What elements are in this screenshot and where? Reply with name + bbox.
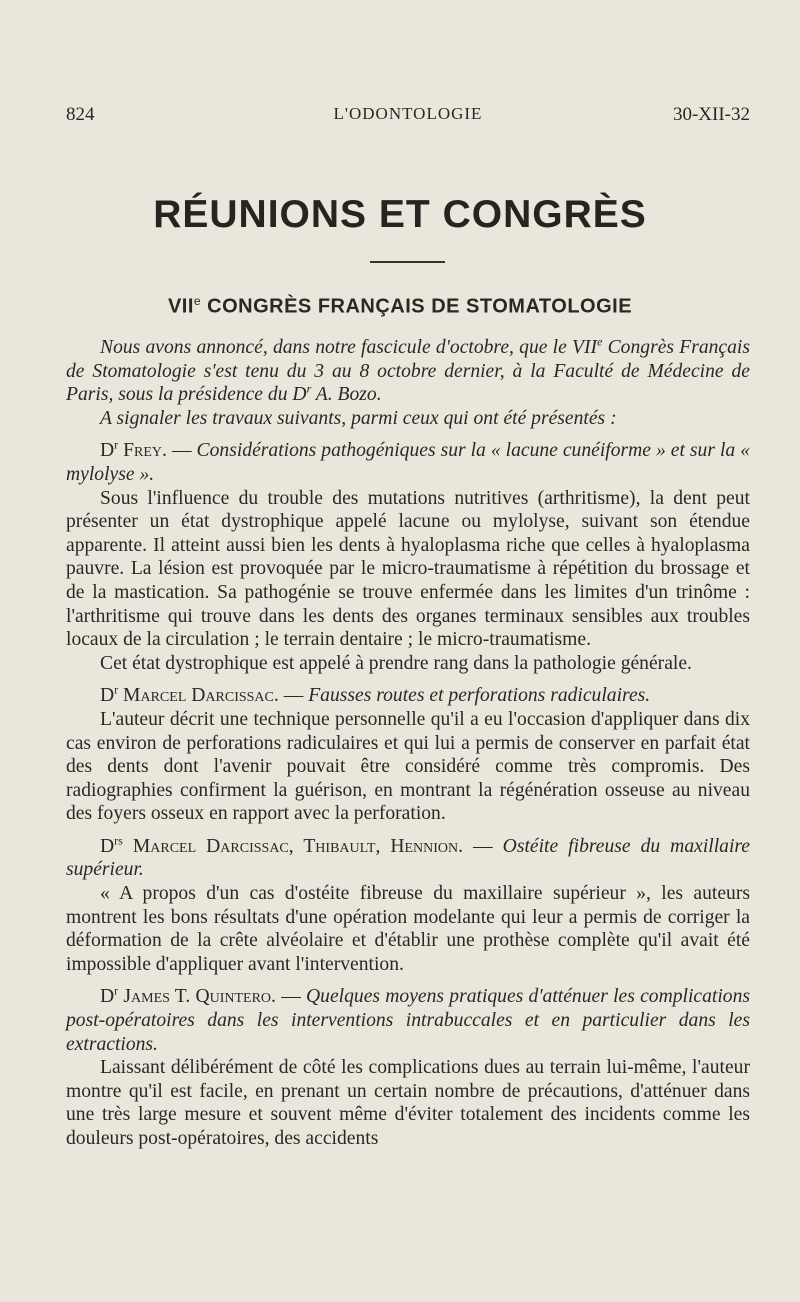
running-header <box>66 104 750 132</box>
intro-text-b: Congrès Français de Stomatologie s'est tenu du 3 au 8 octobre dernier, à la Faculté de Médecine de Paris, sous la présidence du D <box>66 337 750 406</box>
entry-paragraph: « A propos d'un cas d'ostéite fibreuse du maxillaire supérieur », les auteurs montrent les bons résultats d'une opération modelante qui leur a permis de corriger la déformation de la crête alvéolaire et d'établir une prothèse complète qu'il avait été impossible d'appliquer avant l'intervention. <box>66 883 750 975</box>
heading-ordinal: VII <box>167 295 194 318</box>
entry-authors: Marcel Darcissac, Thibault, Hennion. <box>122 835 464 857</box>
page-number: 824 <box>66 104 95 125</box>
entry-prefix-sup: r <box>114 682 119 697</box>
entry-title: Quelques moyens pratiques d'atténuer les complications post-opératoires dans les interventions intrabuccales et en particulier dans les extractions. <box>66 986 750 1055</box>
entry-dash: — <box>275 986 307 1008</box>
intro-sup: e <box>597 334 603 349</box>
entry-heading-2 <box>66 684 750 708</box>
title-divider <box>370 261 445 263</box>
page-title: RÉUNIONS ET CONGRÈS <box>153 193 647 236</box>
intro-sup-2: r <box>306 381 312 396</box>
entry-prefix: D <box>100 835 115 857</box>
entry-paragraph: L'auteur décrit une technique personnelle qu'il a eu l'occasion d'appliquer dans dix cas environ de perforations radiculaires et qui lui a permis de conserver en parfait état des dents dont l'avenir pouvait être considéré comme très compromis. Des radiographies confirment la guérison, en montrant la régénération osseuse au niveau des foyers osseux en rapport avec la perforation. <box>66 708 750 825</box>
entry-prefix-sup: rs <box>114 833 123 848</box>
article-body <box>66 336 750 1151</box>
entry-authors: James T. Quintero. <box>118 986 276 1008</box>
intro-text-c: A. Bozo. <box>311 384 382 406</box>
issue-date: 30-XII-32 <box>672 104 750 125</box>
entry-prefix: D <box>100 440 115 462</box>
entry-title: Considérations pathogéniques sur la « lacune cunéiforme » et sur la « mylolyse ». <box>66 440 750 485</box>
entry-authors: Frey. <box>118 440 167 462</box>
entry-prefix-sup: r <box>114 437 119 452</box>
entry-prefix: D <box>100 986 115 1008</box>
entry-prefix-sup: r <box>114 983 119 998</box>
journal-name: L'ODONTOLOGIE <box>333 104 483 123</box>
entry-title: Ostéite fibreuse du maxillaire supérieur. <box>66 835 750 881</box>
entry-dash: — <box>463 835 503 857</box>
heading-text: CONGRÈS FRANÇAIS DE STOMATOLOGIE <box>201 295 633 318</box>
entry-dash: — <box>278 685 309 707</box>
section-heading <box>0 294 800 319</box>
heading-ordinal-sup: e <box>193 294 202 308</box>
entry-heading-3 <box>66 835 750 882</box>
entry-authors: Marcel Darcissac. <box>118 685 279 707</box>
entry-paragraph: Laissant délibérément de côté les complications dues au terrain lui-même, l'auteur montre qu'il est facile, en prenant un certain nombre de précautions, d'atténuer dans une très large mesure et souvent même d'éviter totalement des incidents comme les douleurs post-opératoires, des accidents <box>66 1057 750 1149</box>
intro-note <box>66 407 750 431</box>
entry-title: Fausses routes et perforations radiculaires. <box>308 685 651 707</box>
entry-dash: — <box>166 440 197 462</box>
entry-heading-4 <box>66 985 750 1056</box>
entry-paragraph: Sous l'influence du trouble des mutations nutritives (arthritisme), la dent peut présenter un état dystrophique appelé lacune ou mylolyse, suivant son étendue apparente. Il atteint aussi bien les dents à hyaloplasma riche que celles à hyaloplasma pauvre. La lésion est provoquée par le micro-traumatisme à répétition du brossage et de la mastication. Sa pathogénie se trouve enfermée dans les limites d'un trinôme : l'arthritisme qui trouve dans les dents des organes terminaux sensibles aux troubles locaux de la circulation ; le terrain dentaire ; le micro-traumatisme. <box>66 487 750 651</box>
intro-note-text: A signaler les travaux suivants, parmi ceux qui ont été présentés : <box>100 407 617 429</box>
entry-prefix: D <box>100 685 115 707</box>
entry-paragraph: Cet état dystrophique est appelé à prendre rang dans la pathologie générale. <box>100 652 692 674</box>
entry-heading-1 <box>66 439 750 486</box>
intro-text-a: Nous avons annoncé, dans notre fascicule d'octobre, que le VII <box>100 337 598 358</box>
intro-paragraph <box>66 336 750 407</box>
